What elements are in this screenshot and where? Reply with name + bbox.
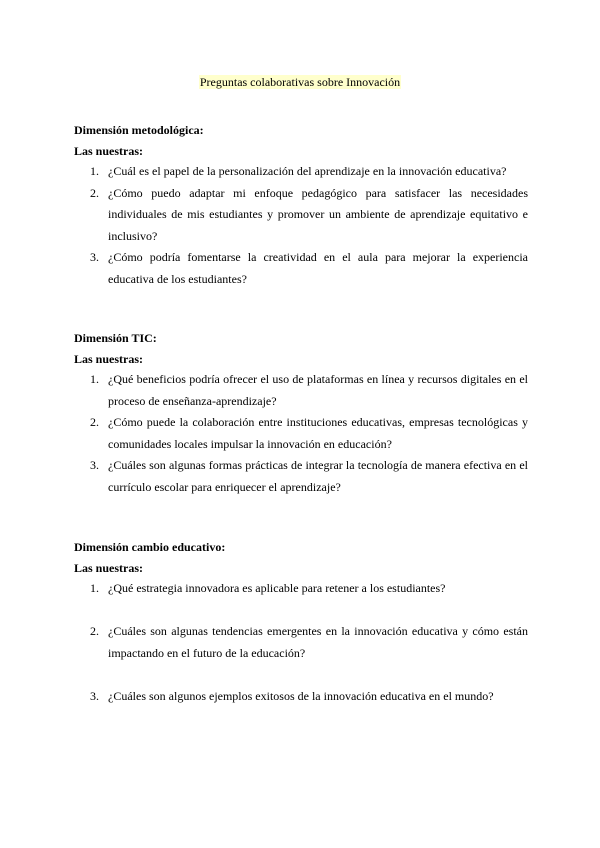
list-item [74, 686, 528, 708]
list-number: 1. [90, 581, 99, 595]
section-heading: Dimensión TIC: [74, 331, 157, 345]
list-item [74, 183, 528, 248]
list-number: 2. [90, 415, 99, 429]
list-item [74, 161, 528, 183]
question-text: ¿Cuál es el papel de la personalización del aprendizaje en la innovación educativa? [108, 164, 507, 178]
document-title: Preguntas colaborativas sobre Innovación [199, 75, 401, 89]
list-number: 3. [90, 688, 99, 703]
section-tic [74, 328, 528, 498]
list-number: 1. [90, 372, 99, 386]
question-text: ¿Cuáles son algunos ejemplos exitosos de la innovación educativa en el mundo? [108, 688, 494, 703]
list-item [74, 621, 528, 664]
section-heading: Dimensión metodológica: [74, 123, 204, 137]
section-subheading: Las nuestras: [74, 352, 144, 366]
question-text: ¿Cómo podría fomentarse la creatividad en el aula para mejorar la experiencia educativa de los estudiantes? [108, 250, 528, 286]
question-text: ¿Qué beneficios podría ofrecer el uso de plataformas en línea y recursos digitales en el proceso de enseñanza-aprendizaje? [108, 372, 528, 408]
question-list [74, 578, 528, 707]
list-number: 2. [90, 624, 99, 638]
list-number: 1. [90, 164, 99, 178]
list-number: 2. [90, 185, 99, 200]
list-number: 3. [90, 458, 99, 472]
section-subheading: Las nuestras: [74, 561, 144, 575]
list-item [74, 247, 528, 290]
section-cambio-educativo [74, 537, 528, 707]
list-item [74, 578, 528, 600]
question-text: ¿Cuáles son algunas tendencias emergentes en la innovación educativa y cómo están impactando en el futuro de la educación? [108, 624, 528, 660]
list-item [74, 455, 528, 498]
list-item [74, 412, 528, 455]
question-text: ¿Cuáles son algunas formas prácticas de integrar la tecnología de manera efectiva en el currículo escolar para enriquecer el aprendizaje? [108, 458, 528, 494]
question-list [74, 161, 528, 290]
document-title-line [0, 74, 600, 90]
question-text: ¿Qué estrategia innovadora es aplicable para retener a los estudiantes? [108, 581, 446, 595]
question-text: ¿Cómo puedo adaptar mi enfoque pedagógico para satisfacer las necesidades individuales de mis estudiantes y promover un ambiente de aprendizaje equitativo e inclusivo? [108, 185, 528, 243]
question-text: ¿Cómo puede la colaboración entre instituciones educativas, empresas tecnológicas y comunidades locales impulsar la innovación en educación? [108, 415, 528, 451]
list-number: 3. [90, 250, 99, 264]
section-metodologica [74, 120, 528, 290]
list-item [74, 369, 528, 412]
section-subheading: Las nuestras: [74, 144, 144, 158]
section-heading: Dimensión cambio educativo: [74, 540, 226, 554]
question-list [74, 369, 528, 498]
